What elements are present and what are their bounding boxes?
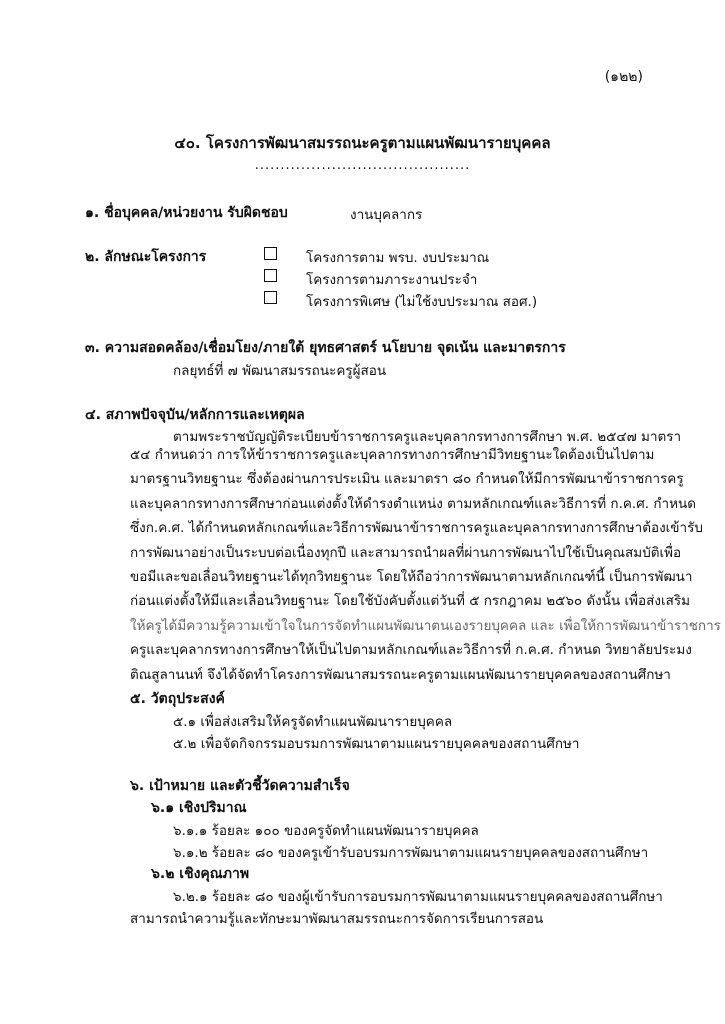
section-3-strategy: กลยุทธ์ที่ ๗ พัฒนาสมรรถนะครูผู้สอน: [173, 363, 387, 379]
section-2-heading: ๒. ลักษณะโครงการ: [85, 249, 207, 265]
rationale-line-1: ตามพระราชบัญญัติระเบียบข้าราชการครูและบุคลากรทางการศึกษา พ.ศ. ๒๕๔๗ มาตรา: [173, 429, 682, 445]
section-5-heading: ๕. วัตถุประสงค์: [130, 691, 225, 707]
qualitative-heading: ๖.๒ เชิงคุณภาพ: [151, 866, 250, 882]
option-budget-project: โครงการตาม พรบ. งบประมาณ: [306, 250, 490, 266]
page-number: (๑๒๒): [604, 69, 643, 85]
quantitative-item-2: ๖.๑.๒ ร้อยละ ๘๐ ของครูเข้ารับอบรมการพัฒนาตามแผนรายบุคคลของสถานศึกษา: [173, 845, 649, 861]
rationale-line-8: ก่อนแต่งตั้งให้มีและเลื่อนวิทยฐานะ โดยใช้บังคับตั้งแต่วันที่ ๕ กรกฎาคม ๒๕๖๐ ดังนั้น เพื่อส่งเสริม: [130, 593, 690, 610]
option-special-project: โครงการพิเศษ (ไม่ใช้งบประมาณ สอศ.): [306, 294, 538, 310]
section-1-heading: ๑. ชื่อบุคคล/หน่วยงาน รับผิดชอบ: [85, 205, 288, 221]
rationale-line-5: ซึ่งก.ค.ศ. ได้กำหนดหลักเกณฑ์และวิธีการพัฒนาข้าราชการครูและบุคลากรทางการศึกษาต้องเข้ารับ: [130, 520, 703, 537]
responsible-unit-value: งานบุคลากร: [350, 207, 423, 223]
rationale-line-7: ขอมีและขอเลื่อนวิทยฐานะได้ทุกวิทยฐานะ โดยให้ถือว่าการพัฒนาตามหลักเกณฑ์นี้ เป็นการพัฒนา: [130, 569, 693, 586]
rationale-line-11: ติณสูลานนท์ จึงได้จัดทำโครงการพัฒนาสมรรถนะครูตามแผนพัฒนารายบุคคลของสถานศึกษา: [130, 666, 671, 683]
rationale-line-4: และบุคลากรทางการศึกษาก่อนแต่งตั้งให้ดำรงตำแหน่ง ตามหลักเกณฑ์และวิธีการที่ ก.ค.ศ. กำหนด: [130, 495, 697, 512]
qualitative-item-1-continuation: สามารถนำความรู้และทักษะมาพัฒนาสมรรถนะการจัดการเรียนการสอน: [130, 911, 544, 927]
quantitative-item-1: ๖.๑.๑ ร้อยละ ๑๐๐ ของครูจัดทำแผนพัฒนารายบุคคล: [173, 823, 479, 839]
document-title: ๔๐. โครงการพัฒนาสมรรถนะครูตามแผนพัฒนารายบุคคล: [174, 134, 551, 152]
rationale-line-3: มาตรฐานวิทยฐานะ ซึ่งต้องผ่านการประเมิน และมาตรา ๘๐ กำหนดให้มีการพัฒนาข้าราชการครู: [130, 471, 684, 488]
section-3-heading: ๓. ความสอดคล้อง/เชื่อมโยง/ภายใต้ ยุทธศาสตร์ นโยบาย จุดเน้น และมาตรการ: [85, 340, 566, 356]
title-dotted-line: ..........................................: [254, 158, 471, 173]
objective-item-2: ๕.๒ เพื่อจัดกิจกรรมอบรมการพัฒนาตามแผนรายบุคคลของสถานศึกษา: [173, 736, 580, 752]
checkbox-special-project[interactable]: [264, 291, 277, 304]
quantitative-heading: ๖.๑ เชิงปริมาณ: [151, 800, 247, 816]
rationale-line-9: ให้ครูได้มีความรู้ความเข้าใจในการจัดทำแผนพัฒนาตนเองรายบุคคล และ เพื่อให้การพัฒนาข้าราชการ: [130, 617, 721, 634]
rationale-line-2: ๕๔ กำหนดว่า การให้ข้าราชการครูและบุคลากรทางการศึกษามีวิทยฐานะใดต้องเป็นไปตาม: [130, 447, 655, 463]
objective-item-1: ๕.๑ เพื่อส่งเสริมให้ครูจัดทำแผนพัฒนารายบุคคล: [173, 714, 453, 730]
rationale-line-10: ครูและบุคลากรทางการศึกษาให้เป็นไปตามหลักเกณฑ์และวิธีการที่ ก.ค.ศ. กำหนด วิทยาลัยประมง: [130, 642, 692, 659]
section-6-heading: ๖. เป้าหมาย และตัวชี้วัดความสำเร็จ: [130, 778, 350, 794]
qualitative-item-1: ๖.๒.๑ ร้อยละ ๘๐ ของผู้เข้ารับการอบรมการพัฒนาตามแผนรายบุคคลของสถานศึกษา: [173, 889, 663, 905]
rationale-paragraph: [130, 443, 721, 687]
section-4-heading: ๔. สภาพปัจจุบัน/หลักการและเหตุผล: [85, 407, 305, 423]
checkbox-routine-project[interactable]: [264, 269, 277, 282]
rationale-line-6: การพัฒนาอย่างเป็นระบบต่อเนื่องทุกปี และสามารถนำผลที่ผ่านการพัฒนาไปใช้เป็นคุณสมบัติเพื่อ: [130, 544, 682, 561]
option-routine-project: โครงการตามภาระงานประจำ: [306, 272, 478, 288]
checkbox-budget-project[interactable]: [264, 247, 277, 260]
